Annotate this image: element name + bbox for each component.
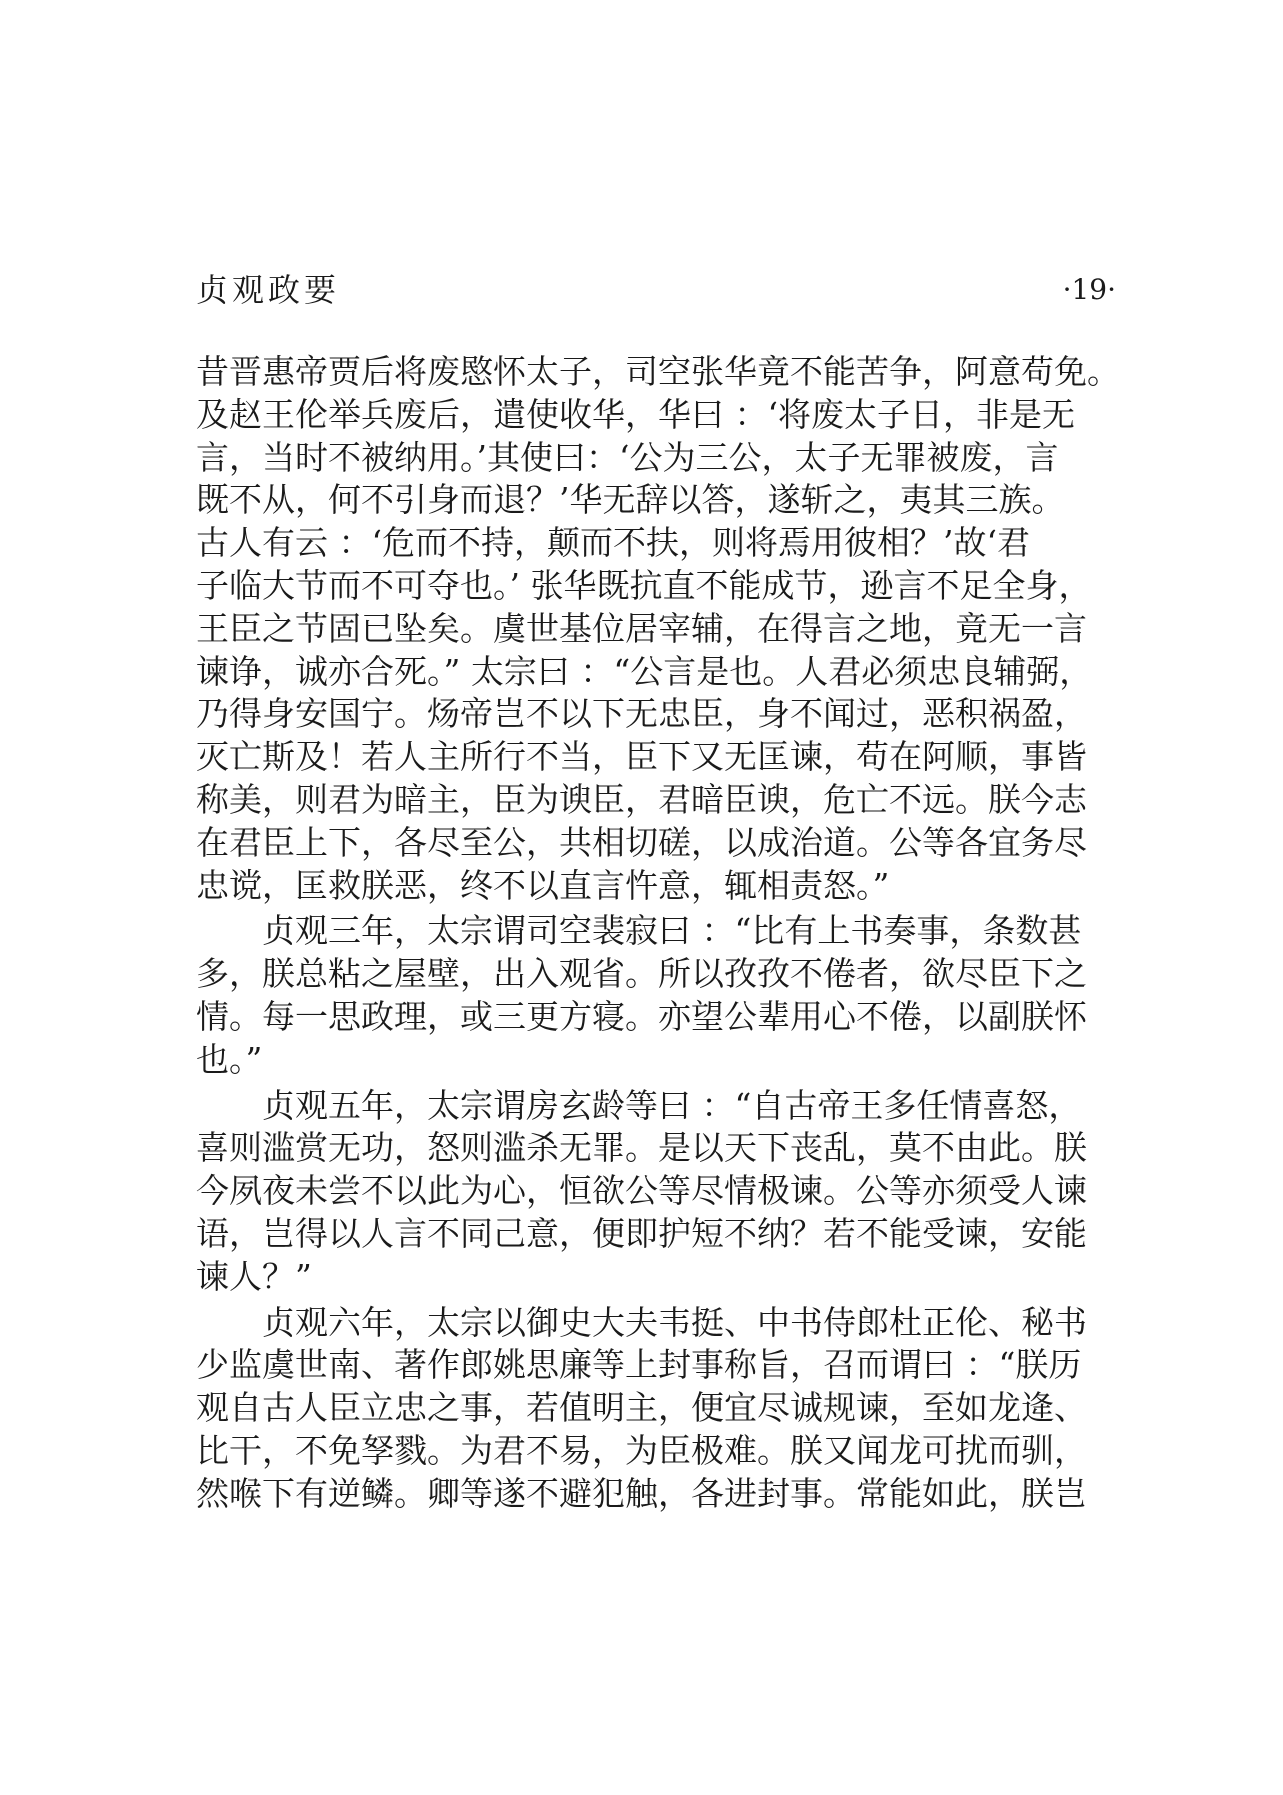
page-number: ·19· (1062, 273, 1116, 306)
body-text (196, 351, 1121, 1516)
running-title: 贞观政要 (196, 271, 341, 309)
text-line: 谏人？” (196, 1256, 312, 1296)
paragraph-first-line: 贞观六年，太宗以御史大夫韦挺、中书侍郎杜正伦、秘书 (262, 1302, 1087, 1342)
text-line: 古人有云 ：‘危而不持，颠而不扶，则将焉用彼相？’故‘君 (196, 523, 1030, 563)
text-line: 少监虞世南、著作郎姚思廉等上封事称旨，召而谓曰 ：“朕历 (196, 1345, 1082, 1385)
text-line: 比干，不免孥戮。为君不易，为臣极难。朕又闻龙可扰而驯， (196, 1430, 1087, 1470)
text-line: 称美，则君为暗主，臣为谀臣，君暗臣谀，危亡不远。朕今志 (196, 779, 1087, 819)
paragraph-first-line: 贞观五年，太宗谓房玄龄等曰 ：“自古帝王多任情喜怒， (262, 1085, 1082, 1125)
text-line: 忠谠，匡救朕恶，终不以直言忤意，辄相责怒。” (196, 865, 890, 905)
text-line: 昔晋惠帝贾后将废愍怀太子，司空张华竟不能苦争，阿意苟免。 (196, 352, 1120, 391)
text-line: 谏诤，诚亦合死。” 太宗曰 ：“公言是也。人君必须忠良辅弼， (196, 651, 1093, 691)
text-line: 王臣之节固已坠矣。虞世基位居宰辅，在得言之地，竟无一言 (196, 608, 1087, 648)
text-line: 语，岂得以人言不同己意，便即护短不纳？若不能受谏，安能 (196, 1213, 1087, 1253)
text-line: 喜则滥赏无功，怒则滥杀无罪。是以天下丧乱，莫不由此。朕 (196, 1128, 1087, 1168)
text-line: 今夙夜未尝不以此为心，恒欲公等尽情极谏。公等亦须受人谏 (196, 1171, 1087, 1211)
text-line: 多，朕总粘之屋壁，出入观省。所以孜孜不倦者，欲尽臣下之 (196, 954, 1087, 994)
text-line: 既不从，何不引身而退？’华无辞以答，遂斩之，夷其三族。 (196, 480, 1065, 520)
text-line: 也。” (196, 1039, 263, 1079)
text-line: 言，当时不被纳用。’其使曰：‘公为三公，太子无罪被废，言 (196, 437, 1059, 477)
text-line: 在君臣上下，各尽至公，共相切磋，以成治道。公等各宜务尽 (196, 822, 1087, 862)
text-line: 然喉下有逆鳞。卿等遂不避犯触，各进封事。常能如此，朕岂 (196, 1473, 1087, 1513)
paragraph-first-line: 贞观三年，太宗谓司空裴寂曰 ：“比有上书奏事，条数甚 (262, 911, 1082, 951)
text-line: 及赵王伦举兵废后，遣使收华，华曰 ：‘将废太子日，非是无 (196, 394, 1075, 434)
text-line: 观自古人臣立忠之事，若值明主，便宜尽诚规谏，至如龙逄、 (196, 1388, 1087, 1428)
text-line: 乃得身安国宁。炀帝岂不以下无忠臣，身不闻过，恶积祸盈， (196, 694, 1087, 734)
text-line: 灭亡斯及！若人主所行不当，臣下又无匡谏，苟在阿顺，事皆 (196, 737, 1087, 777)
text-line: 子临大节而不可夺也。’ 张华既抗直不能成节，逊言不足全身， (196, 565, 1092, 605)
text-line: 情。每一思政理，或三更方寝。亦望公辈用心不倦，以副朕怀 (196, 996, 1087, 1036)
running-header (196, 268, 1116, 312)
